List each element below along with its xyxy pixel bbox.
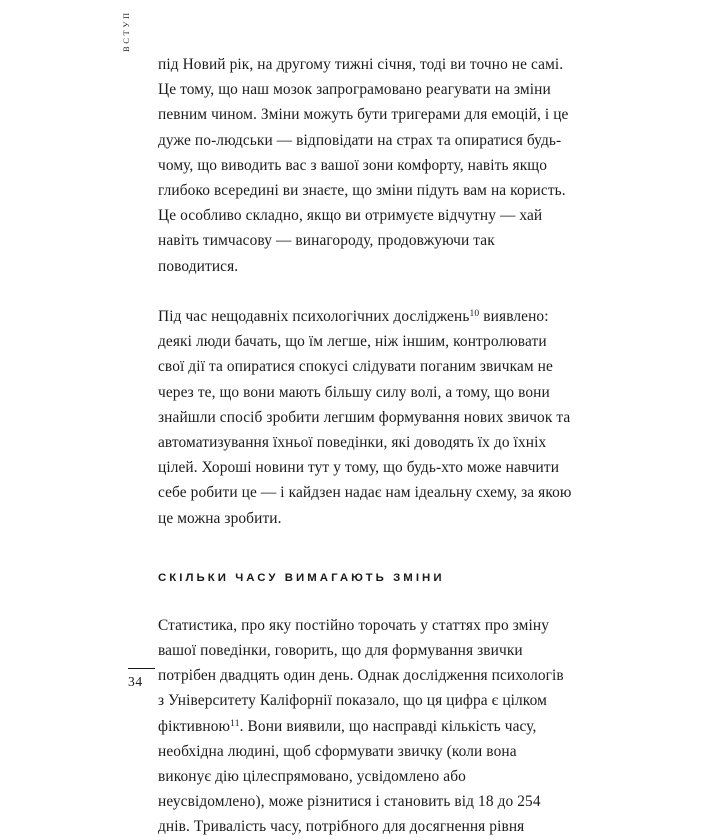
- footnote-marker-10[interactable]: 10: [469, 309, 480, 320]
- paragraph-2-text-after-footnote: виявлено: деякі люди бачать, що їм легше, ніж іншим, контролювати свої дії та опиратися спокусі слідувати поганим звичкам не через те, що вони мають більшу силу волі, а тому, що вони знайшли спосіб зробити легшим формування нових звичок та автоматизування їхньої поведінки, які доводять їх до їхніх цілей. Хороші новини тут у тому, що будь-хто може навчити себе робити це — і кайдзен надає нам ідеальну схему, за якою це можна зробити.: [158, 308, 572, 527]
- text-column: [158, 52, 572, 840]
- paragraph-1-text: під Новий рік, на другому тижні січня, тоді ви точно не самі. Це тому, що наш мозок запрограмовано реагувати на зміни певним чином. Зміни можуть бути тригерами для емоцій, і це дуже по-людськи — відповідати на страх та опиратися будь-чому, що виводить вас з вашої зони комфорту, навіть якщо глибоко всередині ви знаєте, що зміни підуть вам на користь. Це особливо складно, якщо ви отримуєте відчутну — хай навіть тимчасову — винагороду, продовжуючи так поводитися.: [158, 56, 569, 275]
- folio: [122, 668, 232, 689]
- folio-rule: [128, 668, 155, 669]
- running-head: ВСТУП: [121, 10, 131, 52]
- paragraph-2: [158, 304, 572, 531]
- paragraph-3: [158, 613, 572, 840]
- footnote-marker-11[interactable]: 11: [230, 718, 240, 729]
- paragraph-3-text-before-footnote: Статистика, про яку постійно торочать у статтях про зміну вашої поведінки, говорить, що для формування звички потрібен двадцять один день. Однак дослідження психологів з Університету Каліфорнії показало, що ця цифра є цілком фіктивною: [158, 616, 564, 735]
- paragraph-1: [158, 52, 572, 279]
- paragraph-3-text-after-footnote: . Вони виявили, що насправді кількість часу, необхідна людині, щоб сформувати звичку (коли вона виконує дію цілеспрямовано, усвідомлено або неусвідомлено), може різнитися і становить від 18 до 254 днів. Тривалість часу, потрібного для досягнення рівня: [158, 717, 541, 836]
- page-number: 34: [128, 674, 143, 689]
- section-heading-block: [158, 569, 572, 587]
- paragraph-2-text-before-footnote: Під час нещодавніх психологічних досліджень: [158, 308, 470, 326]
- section-heading: СКІЛЬКИ ЧАСУ ВИМАГАЮТЬ ЗМІНИ: [158, 571, 445, 584]
